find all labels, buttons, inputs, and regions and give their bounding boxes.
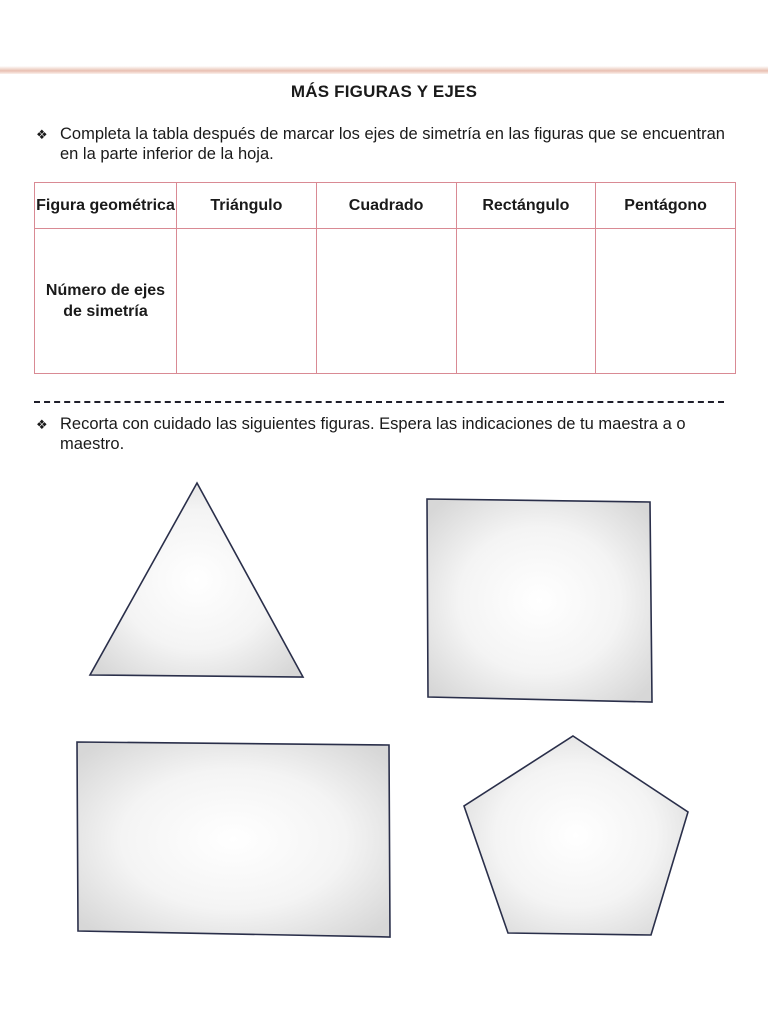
bullet-icon: ❖ [36,417,48,432]
header-rectangle: Rectángulo [456,183,596,229]
triangle-shape[interactable] [90,483,303,677]
header-square: Cuadrado [316,183,456,229]
page-title: MÁS FIGURAS Y EJES [290,82,478,101]
rectangle-shape[interactable] [77,742,390,937]
row-label-axes: Número de ejes de simetría [35,229,177,374]
bullet-icon: ❖ [36,127,48,142]
header-triangle: Triángulo [177,183,317,229]
header-figure: Figura geométrica [35,183,177,229]
square-shape[interactable] [427,499,652,702]
instruction-text: Recorta con cuidado las siguientes figuras. Espera las indicaciones de tu maestra a o maestro. [60,415,686,453]
pentagon-shape[interactable] [464,736,688,935]
header-pentagon: Pentágono [596,183,736,229]
instruction-text: Completa la tabla después de marcar los ejes de simetría en las figuras que se encuentran en la parte inferior de la hoja. [60,125,725,163]
